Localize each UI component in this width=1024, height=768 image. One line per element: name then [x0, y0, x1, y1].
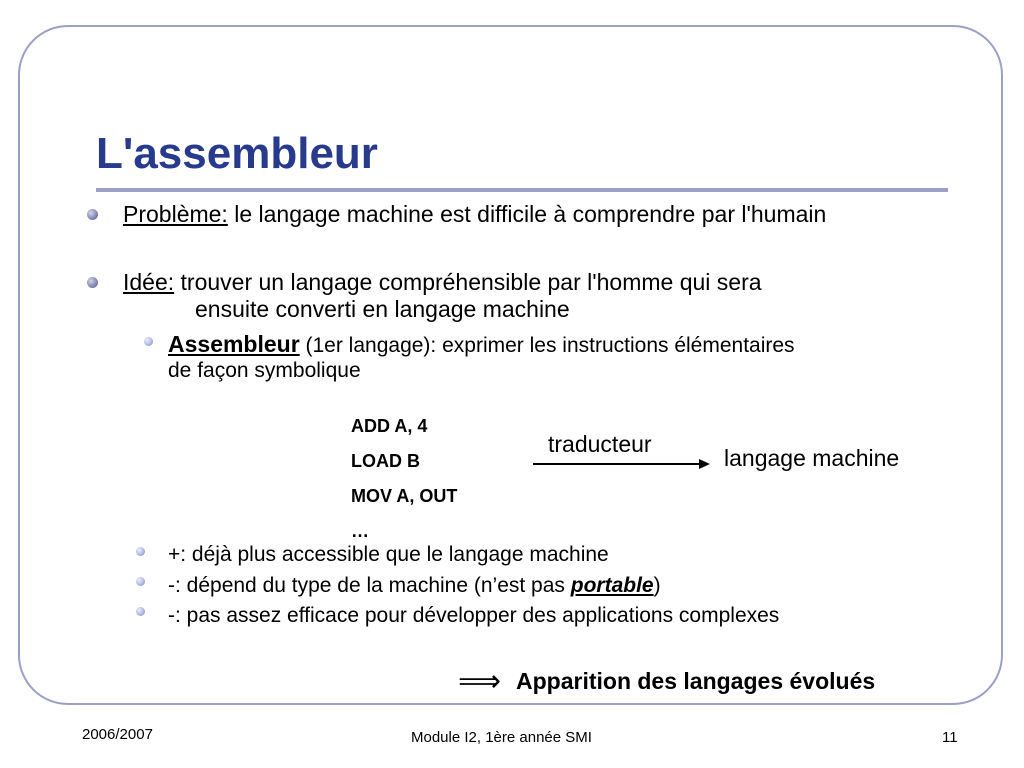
sub-bullet-efficace: -: pas assez efficace pour développer des applications complexes [168, 604, 780, 627]
implies-icon: ⟹ [458, 665, 502, 698]
slide-title: L'assembleur [96, 129, 378, 178]
portable-text-after: ) [653, 574, 661, 597]
code-line: LOAD B [351, 451, 420, 471]
portable-emphasis: portable [570, 574, 654, 597]
assembleur-strong: Assembleur [168, 331, 300, 357]
sub-bullet-dot-icon [136, 547, 145, 556]
bullet-probleme [123, 200, 826, 228]
bullet-idee-text-line1: trouver un langage compréhensible par l'homme qui sera [174, 269, 762, 295]
bullet-dot-icon [87, 209, 98, 220]
code-line: … [351, 521, 369, 541]
arrow-line [533, 463, 701, 465]
code-line: ADD A, 4 [351, 416, 428, 436]
bullet-idee-text-line2: ensuite converti en langage machine [195, 296, 570, 322]
bullet-idee [123, 268, 762, 296]
code-line: MOV A, OUT [351, 486, 458, 506]
sub-bullet-dot-icon [136, 607, 145, 616]
target-label: langage machine [724, 445, 900, 471]
arrow-right-icon [699, 459, 710, 469]
sub-bullet-assembleur [168, 331, 795, 359]
portable-text-before: -: dépend du type de la machine (n’est pas [168, 574, 571, 597]
bullet-probleme-text: le langage machine est difficile à comprendre par l'humain [227, 201, 827, 227]
sub-bullet-portable [168, 573, 661, 599]
bullet-idee-label: Idée: [123, 269, 175, 295]
title-divider [96, 188, 948, 192]
sub-bullet-dot-icon [144, 337, 153, 346]
assembleur-text-line2: de façon symbolique [168, 359, 361, 382]
conclusion-text: Apparition des langages évolués [516, 668, 876, 694]
footer-page-number: 11 [942, 729, 958, 746]
bullet-probleme-label: Problème: [123, 201, 228, 227]
sub-bullet-plus: +: déjà plus accessible que le langage machine [168, 543, 609, 566]
footer-date: 2006/2007 [82, 726, 153, 743]
arrow-label: traducteur [548, 431, 652, 457]
footer-course: Module I2, 1ère année SMI [411, 729, 592, 746]
sub-bullet-dot-icon [136, 577, 145, 586]
assembleur-text-line1: (1er langage): exprimer les instructions élémentaires [299, 334, 795, 357]
bullet-dot-icon [87, 277, 98, 288]
